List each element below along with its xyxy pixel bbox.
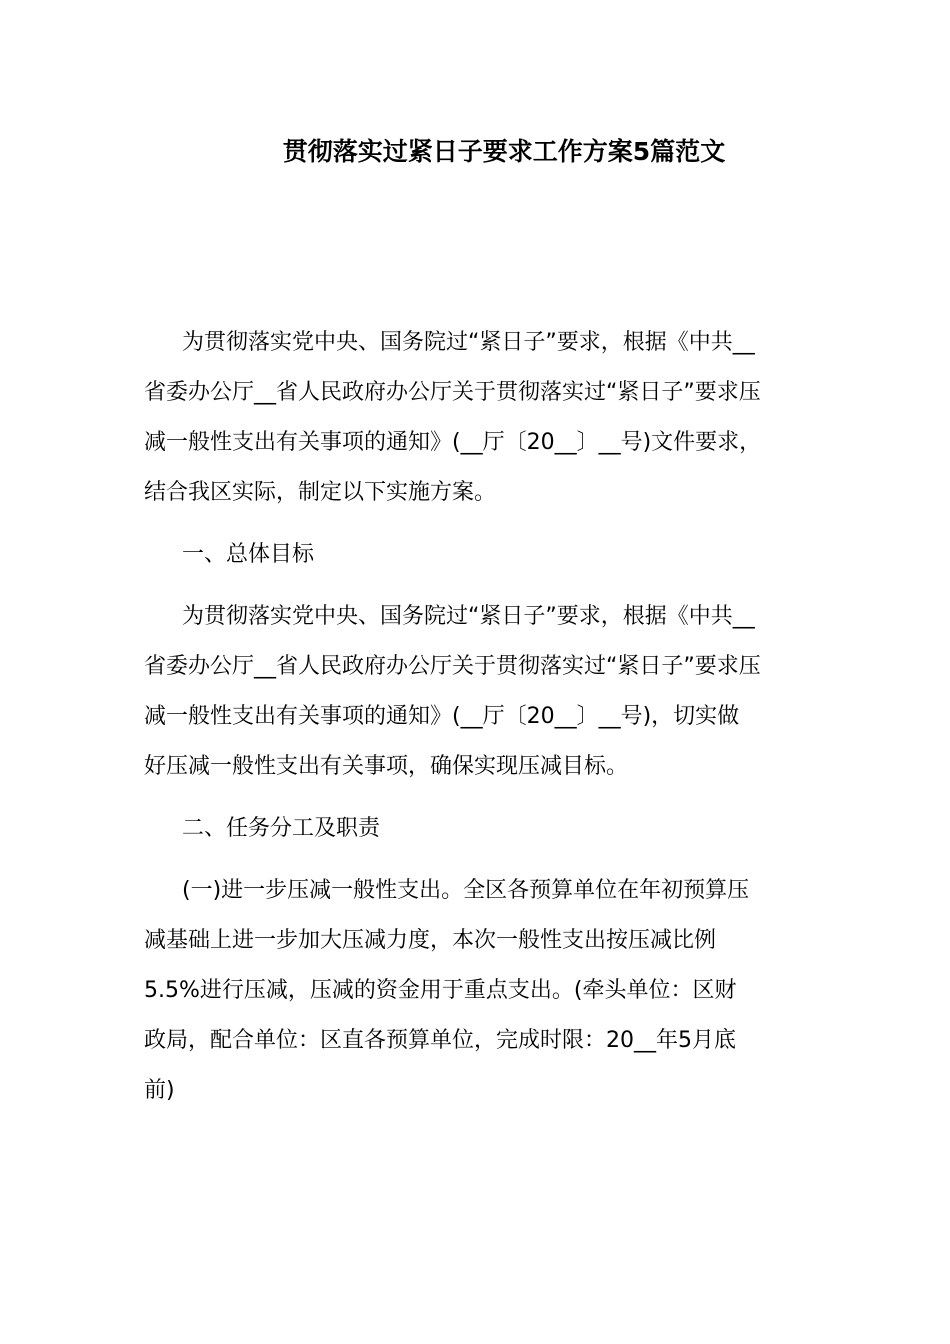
section-heading-1 [144,530,820,580]
paragraph-goal [144,592,820,792]
heading-text: 二、任务分工及职责 [182,816,381,841]
document-title: 贯彻落实过紧日子要求工作方案5篇范文 [282,137,726,166]
text-line: (一)进一步压减一般性支出。全区各预算单位在年初预算压 [182,878,750,903]
text-line: 为贯彻落实党中央、国务院过“紧日子”要求，根据《中共__ [182,330,755,355]
text-line: 为贯彻落实党中央、国务院过“紧日子”要求，根据《中共__ [182,604,755,629]
document-body [144,318,820,1116]
text-line: 减基础上进一步加大压减力度，本次一般性支出按压减比例 [144,928,717,953]
text-line: 5.5%进行压减，压减的资金用于重点支出。(牵头单位：区财 [144,978,737,1003]
heading-text: 一、总体目标 [182,542,315,567]
text-line: 减一般性支出有关事项的通知》(__厅〔20__〕__号)，切实做 [144,704,740,729]
text-line: 省委办公厅__省人民政府办公厅关于贯彻落实过“紧日子”要求压 [144,380,761,405]
text-line: 省委办公厅__省人民政府办公厅关于贯彻落实过“紧日子”要求压 [144,654,761,679]
section-heading-2 [144,804,820,854]
paragraph-intro [144,318,820,518]
text-line: 好压减一般性支出有关事项，确保实现压减目标。 [144,754,629,779]
text-line: 减一般性支出有关事项的通知》(__厅〔20__〕__号)文件要求， [144,430,762,455]
text-line: 结合我区实际，制定以下实施方案。 [144,480,497,505]
text-line: 政局，配合单位：区直各预算单位，完成时限：20__年5月底 [144,1028,736,1053]
paragraph-task-1 [144,866,820,1116]
text-line: 前) [144,1078,175,1103]
